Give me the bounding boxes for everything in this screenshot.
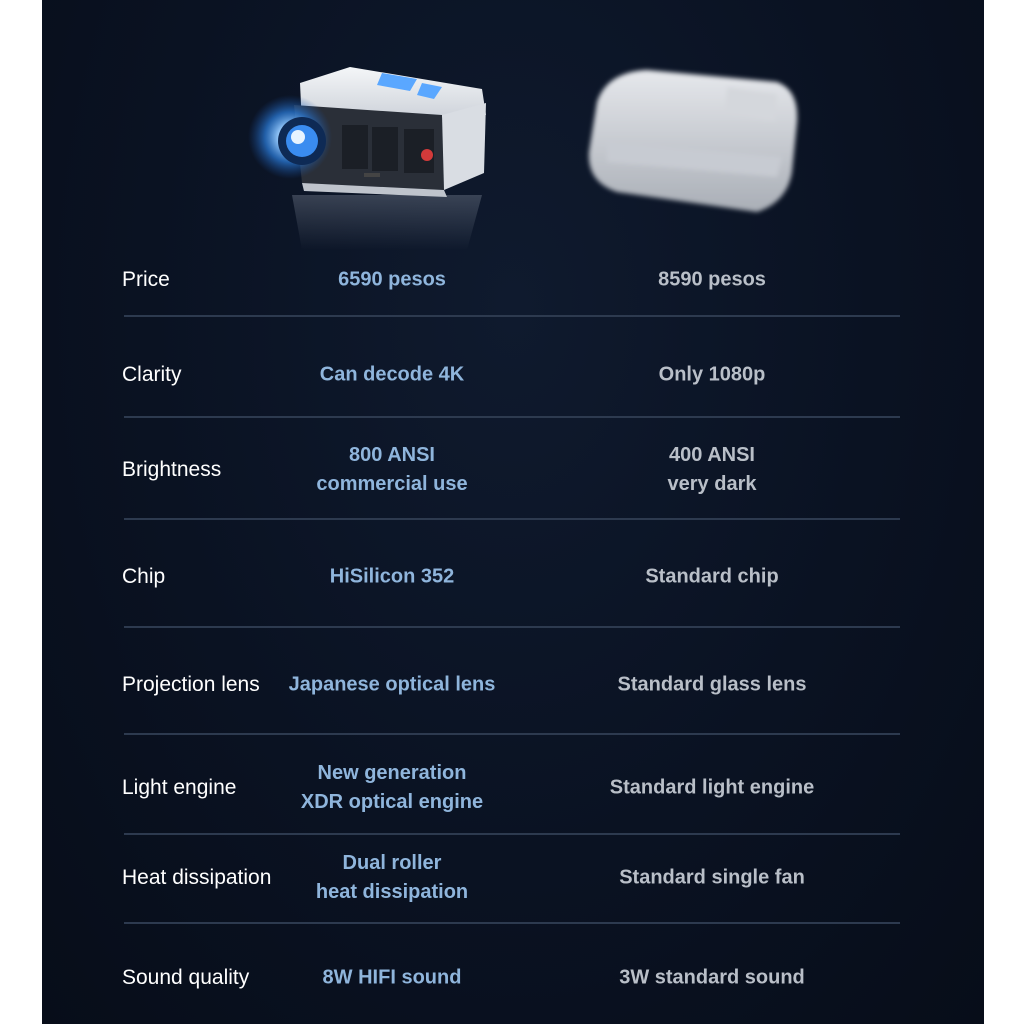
row-divider xyxy=(124,833,900,835)
rival-value: Standard glass lens xyxy=(617,673,807,696)
row-label: Chip xyxy=(122,565,166,588)
rival-value: Standard chip xyxy=(645,565,779,588)
row-divider xyxy=(124,733,900,735)
row-label: Brightness xyxy=(122,458,222,481)
ours-value: HiSilicon 352 xyxy=(329,565,455,588)
row-label: Light engine xyxy=(122,776,237,799)
row-divider xyxy=(124,416,900,418)
ours-value: Japanese optical lens xyxy=(288,673,496,696)
projector-ours-image xyxy=(242,55,492,255)
ours-value: 6590 pesos xyxy=(338,268,446,291)
row-label: Projection lens xyxy=(122,673,260,696)
row-label: Clarity xyxy=(122,363,182,386)
rival-value: Only 1080p xyxy=(658,363,766,386)
rival-value: 400 ANSI very dark xyxy=(667,444,757,495)
row-label: Price xyxy=(122,268,170,291)
ours-value: 8W HIFI sound xyxy=(322,966,462,989)
rival-value: Standard light engine xyxy=(609,776,815,799)
row-label: Heat dissipation xyxy=(122,866,272,889)
projector-rival-image xyxy=(577,62,807,222)
row-divider xyxy=(124,922,900,924)
row-divider xyxy=(124,518,900,520)
row-divider xyxy=(124,315,900,317)
comparison-panel xyxy=(42,0,984,1024)
rival-value: 8590 pesos xyxy=(658,268,766,291)
ours-value: New generation XDR optical engine xyxy=(300,762,484,813)
row-label: Sound quality xyxy=(122,966,250,989)
ours-value: Dual roller heat dissipation xyxy=(315,852,469,903)
ours-value: 800 ANSI commercial use xyxy=(316,444,468,495)
ours-value: Can decode 4K xyxy=(319,363,465,386)
row-divider xyxy=(124,626,900,628)
rival-value: 3W standard sound xyxy=(619,966,805,989)
rival-value: Standard single fan xyxy=(619,866,805,889)
